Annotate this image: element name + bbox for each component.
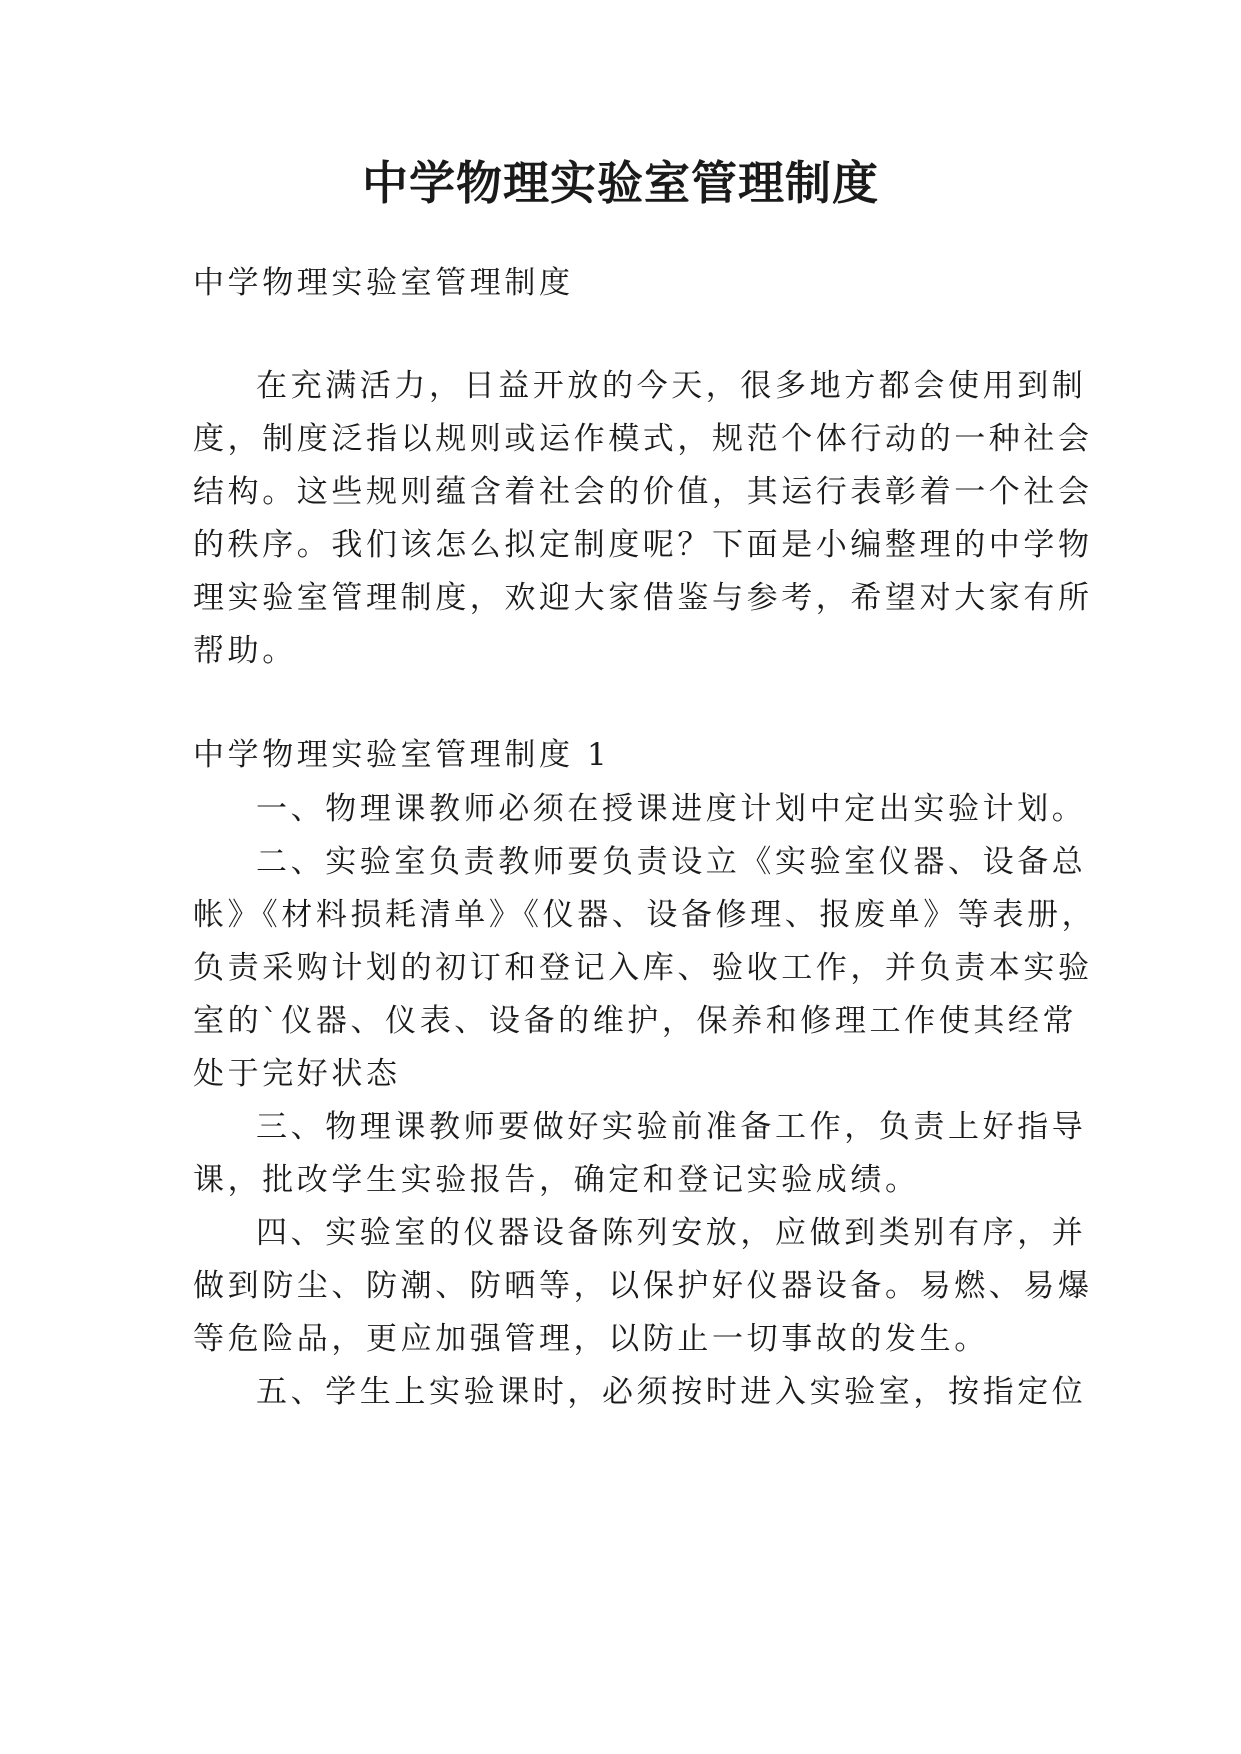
intro-line: 的秩序。我们该怎么拟定制度呢？下面是小编整理的中学物	[193, 527, 1093, 563]
intro-line: 在充满活力，日益开放的今天，很多地方都会使用到制	[256, 368, 1087, 404]
rule-line: 室的`仪器、仪表、设备的维护，保养和修理工作使其经常	[193, 1003, 1078, 1039]
intro-line: 帮助。	[193, 633, 297, 669]
rule-line: 五、学生上实验课时，必须按时进入实验室，按指定位	[256, 1374, 1087, 1410]
rule-line: 课，批改学生实验报告，确定和登记实验成绩。	[193, 1162, 920, 1198]
rule-line: 一、物理课教师必须在授课进度计划中定出实验计划。	[256, 791, 1087, 827]
document-title: 中学物理实验室管理制度	[362, 156, 879, 210]
rule-line: 二、实验室负责教师要负责设立《实验室仪器、设备总	[256, 844, 1087, 880]
rule-line: 三、物理课教师要做好实验前准备工作，负责上好指导	[256, 1109, 1087, 1145]
intro-line: 理实验室管理制度，欢迎大家借鉴与参考，希望对大家有所	[193, 580, 1093, 616]
rule-line: 等危险品，更应加强管理，以防止一切事故的发生。	[193, 1321, 989, 1357]
rule-line: 做到防尘、防潮、防晒等，以保护好仪器设备。易燃、易爆	[193, 1268, 1093, 1304]
rule-line: 四、实验室的仪器设备陈列安放，应做到类别有序，并	[256, 1215, 1087, 1251]
rule-line: 帐》《材料损耗清单》《仪器、设备修理、报废单》等表册，	[193, 897, 1097, 933]
section-heading: 中学物理实验室管理制度 1	[193, 737, 611, 773]
intro-line: 度，制度泛指以规则或运作模式，规范个体行动的一种社会	[193, 421, 1093, 457]
intro-line: 结构。这些规则蕴含着社会的价值，其运行表彰着一个社会	[193, 474, 1093, 510]
document-subtitle: 中学物理实验室管理制度	[193, 265, 574, 301]
rule-line: 负责采购计划的初订和登记入库、验收工作，并负责本实验	[193, 950, 1093, 986]
rule-line: 处于完好状态	[193, 1056, 401, 1092]
